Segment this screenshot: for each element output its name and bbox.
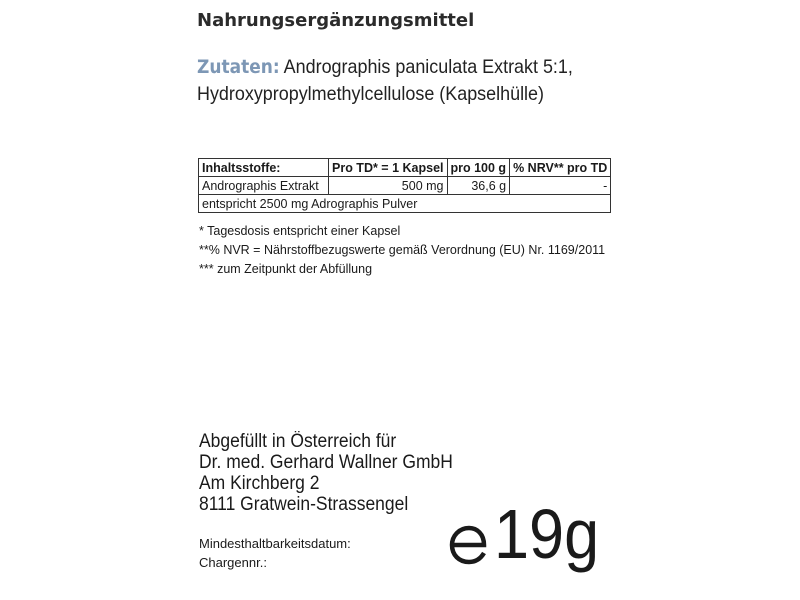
footnote: **% NVR = Nährstoffbezugswerte gemäß Verordnung (EU) Nr. 1169/2011 (199, 243, 606, 257)
product-category-heading: Nahrungsergänzungsmittel (197, 10, 475, 31)
table-cell: Andrographis Extrakt (199, 177, 329, 195)
table-cell: - (510, 177, 611, 195)
batch-info (199, 534, 351, 572)
address-line: Dr. med. Gerhard Wallner GmbH (199, 452, 453, 473)
footnotes (199, 222, 605, 279)
manufacturer-address (199, 431, 453, 515)
ingredients-label: Zutaten: (197, 57, 280, 78)
table-row (199, 177, 611, 195)
address-line: 8111 Gratwein-Strassengel (199, 494, 409, 515)
table-header-cell: Inhaltsstoffe: (199, 159, 329, 177)
table-header-row (199, 159, 611, 177)
net-weight: 19g (494, 495, 600, 573)
footnote: * Tagesdosis entspricht einer Kapsel (199, 224, 401, 238)
table-header-cell: Pro TD* = 1 Kapsel (329, 159, 448, 177)
best-before-label: Mindesthaltbarkeitsdatum: (199, 536, 351, 551)
ingredients-block (197, 54, 712, 108)
address-line: Am Kirchberg 2 (199, 473, 320, 494)
address-line: Abgefüllt in Österreich für (199, 431, 397, 452)
nutrition-table (198, 158, 611, 213)
table-cell: 36,6 g (447, 177, 510, 195)
ingredients-line-1: Andrographis paniculata Extrakt 5:1, (279, 56, 573, 78)
batch-number-label: Chargennr.: (199, 555, 267, 570)
table-header-cell: pro 100 g (447, 159, 510, 177)
table-cell: 500 mg (329, 177, 448, 195)
ingredients-line-2: Hydroxypropylmethylcellulose (Kapselhülle) (197, 83, 544, 105)
table-note-cell: entspricht 2500 mg Adrographis Pulver (199, 195, 611, 213)
table-header-cell: % NRV** pro TD (510, 159, 611, 177)
e-mark-icon (448, 522, 490, 568)
table-note-row (199, 195, 611, 213)
footnote: *** zum Zeitpunkt der Abfüllung (199, 262, 373, 276)
